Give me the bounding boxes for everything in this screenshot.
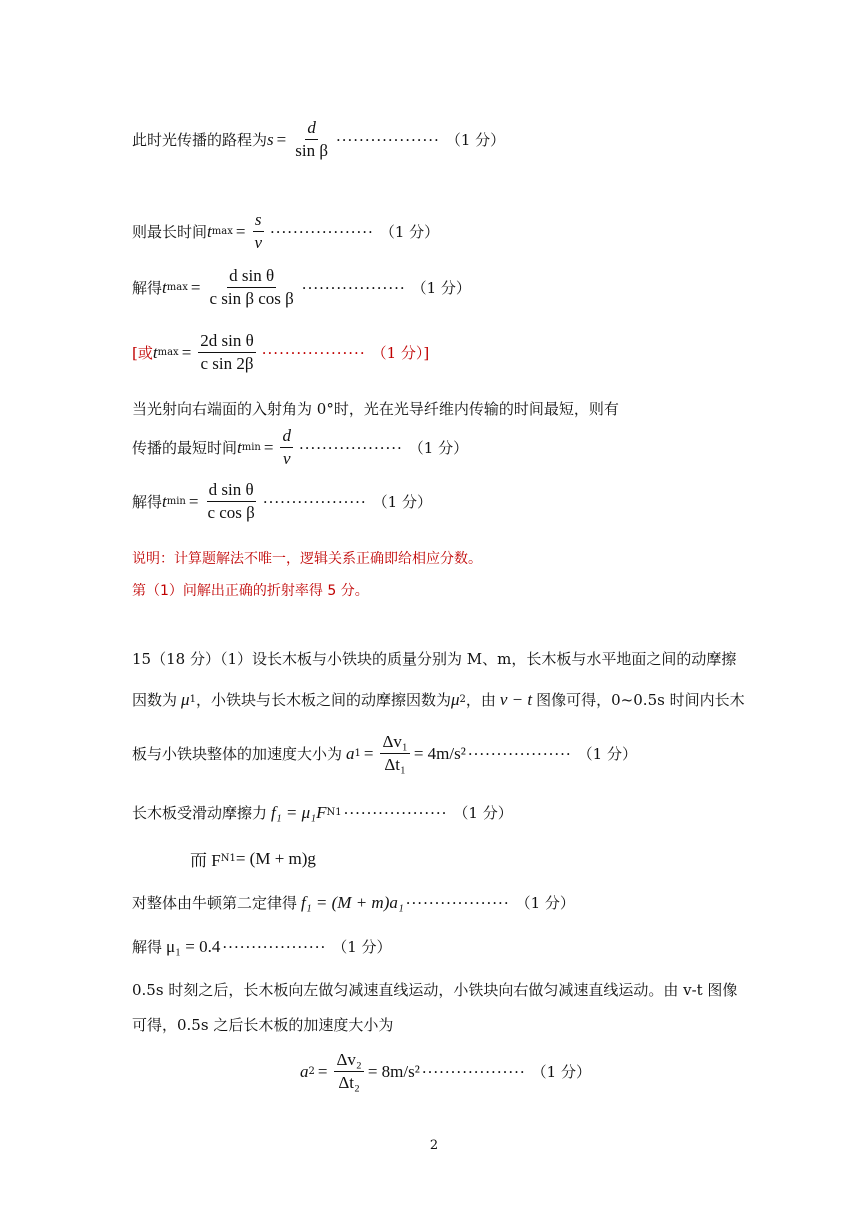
math-eq: = (317, 1061, 328, 1081)
paragraph-text: 可得，0.5s 之后长木板的加速度大小为 (132, 1016, 394, 1034)
fraction (207, 266, 295, 309)
math-t: t (162, 491, 167, 511)
formula-tmax-def (132, 210, 439, 253)
fraction (252, 210, 264, 253)
fraction (293, 118, 330, 161)
math-f1: f₁ = μ₁F (271, 802, 327, 822)
math-sub: 2 (308, 1066, 315, 1077)
math-sub: N1 (220, 853, 236, 864)
q15-line6 (132, 892, 575, 913)
math-eq: = (188, 491, 199, 511)
text-prefix: 解得 (132, 279, 163, 297)
numerator: s (253, 210, 264, 232)
math-t: t (237, 437, 242, 457)
denominator: sin β (295, 141, 328, 160)
denominator: c cos β (207, 503, 255, 522)
formula-tmin-result (132, 480, 432, 523)
leader-dots: ·················· (301, 278, 406, 297)
denominator: c sin 2β (200, 354, 254, 373)
math-a1: a (346, 743, 355, 763)
q15-line3 (132, 732, 637, 775)
math-eq: = (276, 129, 287, 149)
math-sub: N1 (326, 807, 342, 818)
fraction (380, 732, 409, 775)
points: （1 分） (577, 745, 637, 763)
q15-line2 (132, 689, 745, 710)
leader-dots: ·················· (343, 803, 448, 822)
points: （1 分） (531, 1063, 591, 1081)
text: 对整体由牛顿第二定律得 (132, 894, 298, 912)
text: 因数为 (132, 691, 178, 709)
math-newton: f₁ = (M + m)a₁ (301, 892, 404, 912)
numerator: d (305, 118, 318, 140)
leader-dots: ·················· (335, 130, 440, 149)
q15-line4 (132, 802, 513, 823)
points: （1 分） (453, 804, 513, 822)
denominator: c sin β cos β (209, 289, 294, 308)
text: 图像可得，0~0.5s 时间内长木 (536, 691, 745, 709)
note-text: 说明：计算题解法不唯一，逻辑关系正确即给相应分数。 (132, 551, 482, 567)
formula-tmin-def (132, 426, 468, 469)
leader-dots: ·················· (222, 937, 327, 956)
math-eq: = (235, 221, 246, 241)
text-prefix: 传播的最短时间 (132, 439, 238, 457)
text-prefix: 此时光传播的路程为 (132, 131, 268, 149)
paragraph-text: 15（18 分）（1）设长木板与小铁块的质量分别为 M、m，长木板与水平地面之间的动摩擦 (132, 650, 737, 668)
text-prefix: 则最长时间 (132, 223, 208, 241)
math-eq: = (263, 437, 274, 457)
math-sub: 1 (189, 694, 196, 705)
leader-dots: ·················· (421, 1062, 526, 1081)
note-grading (132, 548, 482, 568)
page-number: 2 (429, 1138, 439, 1153)
math-normal-rhs: = (M + m)g (235, 848, 316, 868)
q15-line10 (300, 1050, 591, 1093)
math-s: s (267, 129, 274, 149)
paragraph-text: 当光射向右端面的入射角为 0°时，光在光导纤维内传输的时间最短，则有 (132, 400, 619, 418)
note-text: 第（1）问解出正确的折射率得 5 分。 (132, 583, 369, 599)
numerator: 2d sin θ (198, 331, 255, 353)
fraction (205, 480, 256, 523)
denominator: Δt₁ (384, 755, 406, 774)
points: （1 分）] (371, 344, 430, 362)
math-value: = 8m/s² (367, 1061, 420, 1081)
math-t: t (207, 221, 212, 241)
denominator: v (282, 449, 291, 468)
math-eq: = (181, 342, 192, 362)
points: （1 分） (445, 131, 506, 149)
q15-line7 (132, 936, 392, 957)
math-mu2: μ (450, 689, 460, 709)
leader-dots: ·················· (262, 492, 367, 511)
text: 板与小铁块整体的加速度大小为 (132, 745, 343, 763)
fraction (198, 331, 255, 374)
math-value: = 4m/s² (413, 743, 466, 763)
numerator: Δv₁ (380, 732, 409, 754)
fraction (280, 426, 293, 469)
math-sub: max (211, 226, 233, 237)
leader-dots: ·················· (298, 438, 403, 457)
text: 长木板受滑动摩擦力 (132, 804, 268, 822)
math-sub: min (166, 496, 186, 507)
numerator: d sin θ (227, 266, 276, 288)
formula-tmax-alt (132, 331, 429, 374)
math-mu-result: μ₁ = 0.4 (166, 936, 221, 956)
denominator: v (254, 233, 262, 252)
points: （1 分） (332, 938, 392, 956)
text-min-time-intro (132, 398, 619, 419)
points: （1 分） (515, 894, 575, 912)
numerator: Δv₂ (334, 1050, 363, 1072)
points: （1 分） (408, 439, 469, 457)
leader-dots: ·················· (261, 343, 366, 362)
math-sub: min (241, 442, 261, 453)
math-eq: = (190, 277, 201, 297)
paragraph-text: 0.5s 时刻之后，长木板向左做匀减速直线运动，小铁块向右做匀减速直线运动。由 v-t 图像 (132, 981, 738, 999)
math-sub: max (157, 347, 179, 358)
math-t: t (162, 277, 167, 297)
note-refraction (132, 580, 369, 600)
math-t: t (152, 342, 158, 362)
math-mu1: μ (181, 689, 190, 709)
points: （1 分） (379, 223, 440, 241)
fraction (334, 1050, 363, 1093)
formula-path-length (132, 118, 505, 161)
q15-line8 (132, 979, 737, 1000)
leader-dots: ·················· (405, 893, 510, 912)
math-sub: max (166, 282, 188, 293)
math-normal-force: 而 F (190, 851, 221, 870)
math-a2: a (300, 1061, 309, 1081)
leader-dots: ·················· (467, 744, 572, 763)
numerator: d (280, 426, 293, 448)
text: ，由 (465, 691, 496, 709)
numerator: d sin θ (207, 480, 256, 502)
text: ，小铁块与长木板之间的动摩擦因数为 (195, 691, 451, 709)
points: （1 分） (372, 493, 432, 511)
formula-tmax-result (132, 266, 471, 309)
leader-dots: ·················· (269, 222, 374, 241)
text: 解得 (132, 938, 163, 956)
text-prefix: 解得 (132, 493, 163, 511)
denominator: Δt₂ (338, 1073, 360, 1092)
math-eq: = (363, 743, 374, 763)
math-sub: 2 (459, 694, 466, 705)
q15-line9 (132, 1014, 393, 1035)
q15-line5 (190, 846, 316, 871)
text-open: [或 (132, 344, 153, 362)
q15-line1 (132, 648, 736, 669)
math-sub: 1 (354, 748, 361, 759)
math-vt: v − t (499, 689, 533, 709)
points: （1 分） (411, 279, 471, 297)
